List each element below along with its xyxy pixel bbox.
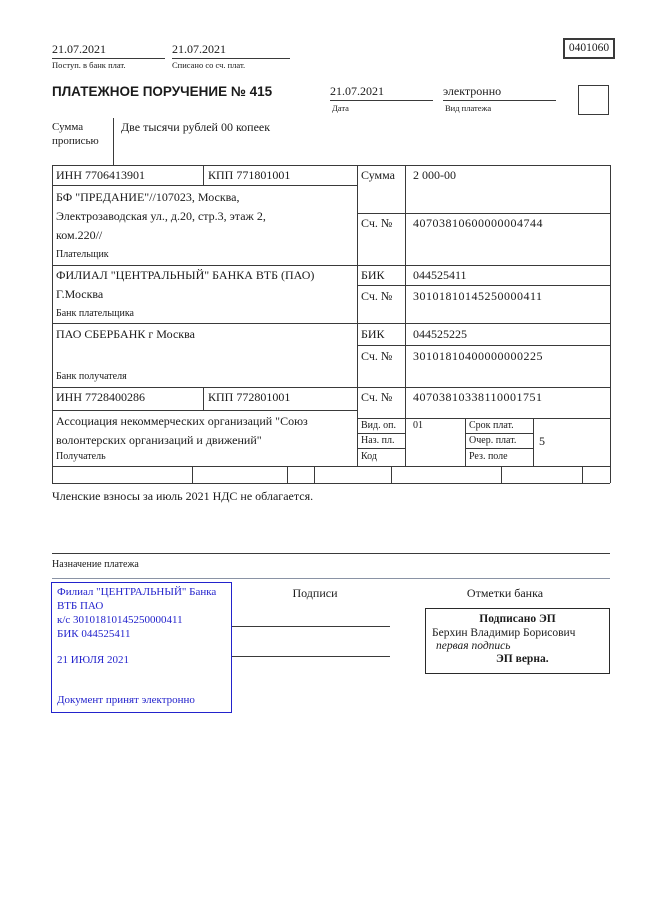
purpose-text: Членские взносы за июль 2021 НДС не облагается. [52, 489, 314, 503]
document-title: ПЛАТЕЖНОЕ ПОРУЧЕНИЕ № 415 [52, 84, 273, 99]
debited-date-field [172, 40, 290, 59]
beneficiary-name: Ассоциация некоммерческих организаций "Союз волонтерских организаций и движений" [56, 414, 308, 447]
divider [465, 448, 533, 449]
priority-value: 5 [539, 434, 545, 448]
divider [405, 165, 406, 466]
divider [610, 165, 611, 483]
payer-inn: ИНН 7706413901 [56, 168, 145, 182]
blue-stamp-bik: БИК 044525411 [57, 628, 131, 640]
divider [52, 578, 610, 579]
blue-stamp-date: 21 ИЮЛЯ 2021 [57, 654, 129, 666]
payer-account-label: Сч. № [361, 216, 393, 230]
signed-stamp [425, 608, 610, 674]
blue-stamp-footer: Документ принят электронно [57, 694, 195, 706]
payer-bank-account-label: Сч. № [361, 289, 393, 303]
payment-type-label: Вид платежа [445, 103, 492, 113]
divider [52, 553, 610, 554]
priority-label: Очер. плат. [469, 435, 517, 446]
stamp-signer-name: Берхин Владимир Борисович [432, 627, 576, 639]
divider [52, 185, 357, 186]
divider [357, 213, 610, 214]
beneficiary-kpp: КПП 772801001 [208, 390, 291, 404]
divider [203, 165, 204, 185]
status-box [578, 85, 609, 115]
divider [203, 387, 204, 410]
doc-date: 21.07.2021 [330, 84, 384, 98]
due-date-label: Срок плат. [469, 420, 514, 431]
purpose-label: Назначение платежа [52, 559, 139, 570]
beneficiary-bank-account-label: Сч. № [361, 349, 393, 363]
received-date: 21.07.2021 [52, 42, 106, 56]
beneficiary-section-label: Получатель [56, 451, 106, 462]
debited-date: 21.07.2021 [172, 42, 226, 56]
received-date-field [52, 40, 165, 59]
beneficiary-account-label: Сч. № [361, 390, 393, 404]
divider [357, 165, 358, 466]
divider [357, 418, 610, 419]
divider [582, 466, 583, 483]
payment-type-field [443, 82, 556, 101]
reserve-field-label: Рез. поле [469, 451, 508, 462]
stamp-verified: ЭП верна. [496, 653, 549, 665]
beneficiary-account: 40703810338110001751 [413, 390, 543, 404]
divider [314, 466, 315, 483]
divider [52, 466, 610, 467]
debited-date-label: Списано со сч. плат. [172, 60, 246, 70]
divider [465, 418, 466, 466]
blue-stamp-line-2: ВТБ ПАО [57, 600, 104, 612]
received-date-label: Поступ. в банк плат. [52, 60, 126, 70]
stamp-signed-title: Подписано ЭП [479, 613, 556, 625]
payer-bank-section-label: Банк плательщика [56, 308, 134, 319]
divider [52, 165, 610, 166]
payer-bank-city: Г.Москва [56, 287, 104, 301]
payer-bank-bik-label: БИК [361, 268, 385, 282]
op-type-label: Вид. оп. [361, 420, 396, 431]
sum-label: Сумма [361, 168, 395, 182]
divider [533, 418, 534, 466]
beneficiary-bank-bik-label: БИК [361, 327, 385, 341]
signature-line-2 [232, 656, 390, 657]
divider [465, 433, 533, 434]
payer-account: 40703810600000004744 [413, 216, 543, 230]
payment-type: электронно [443, 84, 502, 98]
divider [357, 433, 405, 434]
amount-words-value: Две тысячи рублей 00 копеек [121, 120, 271, 134]
divider [113, 118, 114, 165]
divider [357, 448, 405, 449]
payer-kpp: КПП 771801001 [208, 168, 291, 182]
payer-bank-name: ФИЛИАЛ "ЦЕНТРАЛЬНЫЙ" БАНКА ВТБ (ПАО) [56, 268, 315, 282]
payer-name: БФ "ПРЕДАНИЕ"//107023, Москва, Электрозаводская ул., д.20, стр.3, этаж 2, ком.220// [56, 190, 266, 242]
divider [52, 387, 610, 388]
blue-stamp-account: к/с 30101810145250000411 [57, 614, 183, 626]
beneficiary-bank-name: ПАО СБЕРБАНК г Москва [56, 327, 195, 341]
divider [52, 323, 610, 324]
payer-bank-account: 30101810145250000411 [413, 289, 543, 303]
pay-purpose-label: Наз. пл. [361, 435, 395, 446]
beneficiary-bank-section-label: Банк получателя [56, 371, 127, 382]
divider [52, 483, 610, 484]
payer-bank-bik: 044525411 [413, 268, 467, 282]
blue-stamp-line-1: Филиал "ЦЕНТРАЛЬНЫЙ" Банка [57, 586, 217, 598]
doc-date-field [330, 82, 433, 101]
doc-date-label: Дата [332, 103, 349, 113]
signatures-header: Подписи [292, 586, 338, 600]
beneficiary-bank-bik: 044525225 [413, 327, 467, 341]
electronic-bank-stamp [51, 582, 232, 713]
stamp-signature-kind: первая подпись [436, 640, 511, 652]
amount-words-label-2: прописью [52, 135, 99, 147]
divider [391, 466, 392, 483]
divider [52, 265, 610, 266]
form-code-box: 0401060 [563, 38, 615, 59]
divider [357, 285, 610, 286]
signature-line-1 [232, 626, 390, 627]
bank-marks-header: Отметки банка [466, 586, 544, 600]
divider [287, 466, 288, 483]
divider [52, 165, 53, 483]
divider [192, 466, 193, 483]
beneficiary-bank-account: 30101810400000000225 [413, 349, 543, 363]
divider [357, 345, 610, 346]
sum-value: 2 000-00 [413, 168, 456, 182]
beneficiary-inn: ИНН 7728400286 [56, 390, 145, 404]
op-type-value: 01 [413, 420, 423, 431]
payer-section-label: Плательщик [56, 249, 109, 260]
code-label: Код [361, 451, 377, 462]
amount-words-label-1: Сумма [52, 121, 84, 133]
divider [501, 466, 502, 483]
divider [52, 410, 357, 411]
